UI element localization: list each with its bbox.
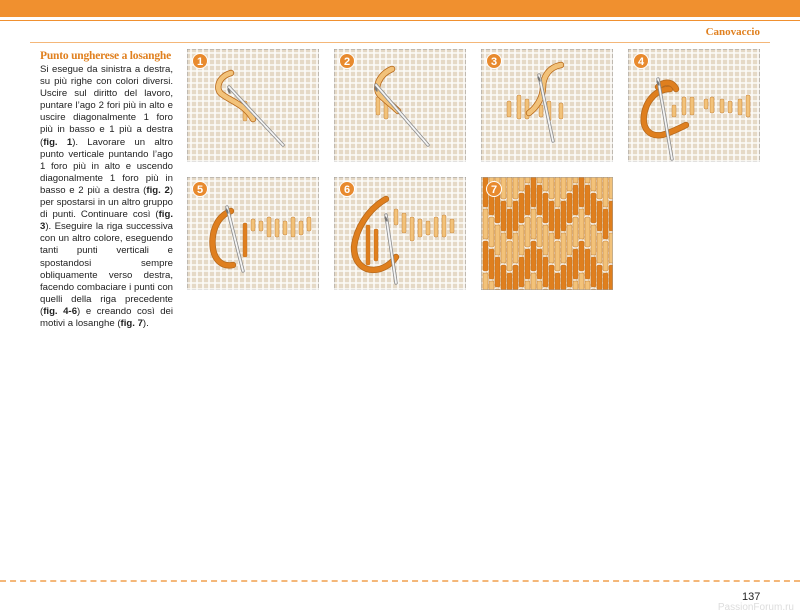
stitch (573, 281, 578, 290)
stitch (525, 185, 530, 215)
stitch (609, 177, 613, 199)
stitch (537, 281, 542, 290)
stitch (525, 281, 530, 290)
stitch (519, 225, 524, 255)
stitch (531, 209, 536, 239)
stitch (555, 177, 560, 207)
figure-3 (481, 49, 613, 162)
stitch (597, 265, 602, 290)
stitch (720, 99, 724, 113)
stitch (307, 217, 311, 231)
stitch (567, 193, 572, 223)
stitch (489, 281, 494, 290)
stitch (267, 217, 271, 237)
stitch (555, 209, 560, 239)
title-rule (30, 42, 770, 43)
stitch (603, 177, 608, 207)
stitch (507, 209, 512, 239)
stitch (495, 193, 500, 223)
stitch (525, 177, 530, 183)
stitch (507, 177, 512, 207)
stitch (585, 249, 590, 279)
stitch (597, 233, 602, 263)
stitch (507, 241, 512, 271)
stitch (690, 97, 694, 115)
stitch (561, 265, 566, 290)
figure-reference: fig. 2 (146, 184, 170, 196)
stitch (283, 221, 287, 235)
stitch (579, 241, 584, 271)
figure-7 (481, 177, 613, 290)
stitch (519, 193, 524, 223)
figure-number: 4 (637, 56, 645, 69)
stitch (537, 177, 542, 183)
stitch (682, 97, 686, 115)
article-body (40, 64, 173, 330)
stitch (531, 177, 536, 207)
figure-illustration (481, 177, 613, 290)
stitch (738, 99, 742, 115)
stitch (561, 233, 566, 263)
stitch (513, 201, 518, 231)
stitch (489, 249, 494, 279)
stitch (366, 225, 370, 265)
stitch (579, 273, 584, 290)
stitch (495, 257, 500, 287)
figure-1 (187, 49, 319, 162)
footer-rule (0, 580, 800, 582)
stitch (543, 257, 548, 287)
stitch (519, 257, 524, 287)
figure-number: 2 (343, 56, 351, 69)
stitch (603, 241, 608, 271)
stitch (591, 257, 596, 287)
figure-illustration (334, 49, 466, 162)
stitch (539, 105, 543, 117)
stitch (507, 273, 512, 290)
figure-number: 5 (196, 184, 204, 197)
stitch (597, 177, 602, 199)
stitch (513, 177, 518, 199)
stitch (525, 249, 530, 279)
stitch (410, 217, 414, 241)
stitch (442, 215, 446, 237)
stitch (418, 219, 422, 237)
stitch (543, 193, 548, 223)
stitch (483, 273, 488, 290)
stitch (501, 265, 506, 290)
stitch (519, 177, 524, 191)
stitch (579, 209, 584, 239)
figure-illustration (481, 49, 613, 162)
stitch (543, 177, 548, 191)
stitch (374, 229, 378, 261)
stitch (275, 219, 279, 237)
stitch (728, 101, 732, 113)
figure-illustration (187, 49, 319, 162)
stitch (531, 273, 536, 290)
stitch (573, 177, 578, 183)
stitch (426, 221, 430, 235)
page-number: 137 (742, 591, 761, 603)
stitch (597, 201, 602, 231)
figure-reference: fig. 1 (43, 136, 73, 148)
stitch (567, 177, 572, 191)
stitch (746, 95, 750, 117)
figure-illustration (187, 177, 319, 290)
stitch (710, 97, 714, 113)
stitch (561, 201, 566, 231)
stitch (549, 177, 554, 199)
stitch (402, 213, 406, 233)
stitch (591, 225, 596, 255)
stitch (394, 209, 398, 225)
stitch (537, 185, 542, 215)
stitch (525, 217, 530, 247)
watermark: PassionForum.ru (717, 602, 794, 613)
stitch (251, 219, 255, 231)
figure-5 (187, 177, 319, 290)
stitch (513, 233, 518, 263)
stitch (299, 221, 303, 235)
stitch (259, 221, 263, 231)
header-line (0, 20, 800, 21)
stitch (376, 97, 380, 115)
stitch (609, 265, 613, 290)
body-text-segment: ) e creando così dei motivi a losanghe ( (40, 305, 173, 329)
figure-number: 6 (343, 184, 351, 197)
stitch (672, 105, 676, 117)
stitch (483, 241, 488, 271)
stitch (495, 225, 500, 255)
section-title: Canovaccio (705, 26, 760, 38)
figure-reference: fig. 4-6 (43, 305, 78, 317)
figure-2 (334, 49, 466, 162)
stitch (489, 217, 494, 247)
stitch (549, 265, 554, 290)
stitch (573, 217, 578, 247)
figure-reference: fig. 7 (120, 317, 143, 329)
body-text-segment: ) per spostarsi in un altro gruppo di punti. Continuare così ( (40, 184, 174, 221)
stitch (531, 241, 536, 271)
stitch (537, 217, 542, 247)
stitch (585, 185, 590, 215)
figure-illustration (628, 49, 760, 162)
figure-4 (628, 49, 760, 162)
stitch (501, 233, 506, 263)
stitch (501, 201, 506, 231)
stitch (507, 101, 511, 117)
article-heading: Punto ungherese a losanghe (40, 50, 172, 62)
stitch (434, 217, 438, 237)
stitch (567, 257, 572, 287)
stitch (609, 233, 613, 263)
stitch (603, 209, 608, 239)
stitch (585, 281, 590, 290)
figure-number: 7 (490, 184, 498, 197)
body-text-segment: ). Eseguire la riga successiva con un altro colore, eseguendo tanti punti verticali e spostandosi sempre obliquamente verso destra, facendo combaciare i punti con quelli della riga precedente ( (40, 221, 173, 317)
body-text-segment: ). Lavorare un altro punto verticale puntando l’ago 1 foro più in alto e uscendo diagonalmente 1 foro più in basso e 2 più a destra ( (40, 136, 174, 196)
stitch (537, 249, 542, 279)
stitch (561, 177, 566, 199)
figure-reference: fig. 3 (40, 209, 173, 233)
figure-number: 1 (196, 56, 204, 69)
stitch (567, 225, 572, 255)
stitch (609, 201, 613, 231)
stitch (555, 241, 560, 271)
stitch (543, 225, 548, 255)
body-text-segment: ). (142, 317, 149, 329)
body-text-segment: Si esegue da sinistra a destra, su più righe con colori diversi. Uscire sul diritto del lavoro, puntare l’ago 2 fori più in alto e uscire diagonalmente 1 foro più in basso e 1 più a destra ( (40, 64, 173, 148)
stitch (243, 223, 247, 257)
stitch (291, 217, 295, 237)
stitch (585, 177, 590, 183)
stitch (517, 95, 521, 119)
stitch (585, 217, 590, 247)
stitch (549, 201, 554, 231)
figure-number: 3 (490, 56, 498, 69)
figure-6 (334, 177, 466, 290)
figure-illustration (334, 177, 466, 290)
stitch (573, 185, 578, 215)
stitch (549, 233, 554, 263)
stitch (573, 249, 578, 279)
stitch (704, 99, 708, 109)
stitch (513, 265, 518, 290)
stitch (579, 177, 584, 207)
header-bar (0, 0, 800, 17)
stitch (591, 193, 596, 223)
stitch (591, 177, 596, 191)
stitch (555, 273, 560, 290)
stitch (559, 103, 563, 119)
stitch (483, 209, 488, 239)
stitch (603, 273, 608, 290)
stitch (450, 219, 454, 233)
